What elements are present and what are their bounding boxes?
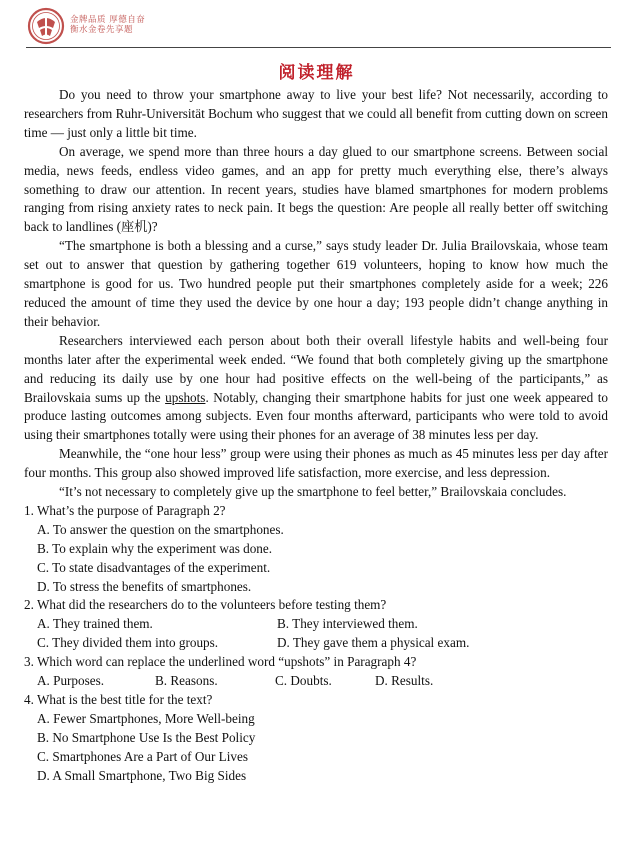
option-c: C. To state disadvantages of the experiment. bbox=[37, 559, 271, 575]
option-b: B. No Smartphone Use Is the Best Policy bbox=[37, 729, 256, 745]
paragraph-1: Do you need to throw your smartphone away to live your best life? Not necessarily, according to researchers from Ruhr-Universität Bochum who suggest that we could all benefit from cutting down on screen time — just only a little bit time. bbox=[24, 87, 608, 140]
underlined-word: upshots bbox=[165, 389, 206, 405]
option-d: D. Results. bbox=[375, 673, 434, 689]
option-a: A. They trained them. bbox=[37, 616, 153, 632]
paragraph-4 bbox=[24, 332, 608, 445]
option-a: A. Purposes. bbox=[37, 673, 105, 689]
page-title: 阅读理解 bbox=[278, 63, 355, 83]
header-divider bbox=[26, 47, 611, 48]
brand-line-2: 衡水金卷先享题 bbox=[70, 25, 134, 35]
page-header bbox=[26, 6, 611, 44]
paragraph-4-part-2: . Notably, changing their smartphone habits for just one week appeared to produce lasting outcomes among subjects. Even four months afterward, participants who were told to avoid using their smartphones totally were using their phones for an average of 38 minutes less per day. bbox=[24, 389, 608, 443]
paragraph-6: “It’s not necessary to completely give up the smartphone to feel better,” Brailovskaia concludes. bbox=[59, 484, 567, 500]
option-row bbox=[37, 615, 608, 634]
option-c: C. Doubts. bbox=[275, 673, 332, 689]
option-c: C. They divided them into groups. bbox=[37, 635, 219, 651]
question-1 bbox=[24, 502, 608, 597]
option-c: C. Smartphones Are a Part of Our Lives bbox=[37, 748, 248, 764]
option-b: B. They interviewed them. bbox=[277, 616, 418, 632]
paragraph-2: On average, we spend more than three hours a day glued to our smartphone screens. Between social media, news feeds, endless video games, and an app for pretty much everything else, there’s always something to draw our attention. In recent years, studies have blamed smartphones for modern problems ranging from rising anxiety rates to neck pain. It begs the question: Are people all really better off switching back to landlines (座机)? bbox=[24, 143, 608, 235]
paragraph-3: “The smartphone is both a blessing and a curse,” says study leader Dr. Julia Brailovskaia, whose team set out to answer that question by gathering together 619 volunteers, hoping to know how much the smartphone is good for us. Two hundred people put their smartphones completely aside for a week; 226 reduced the amount of time they used the device by one hour a day; 193 people didn’t change anything in their behavior. bbox=[24, 238, 608, 329]
option-d: D. A Small Smartphone, Two Big Sides bbox=[37, 767, 247, 783]
document-body bbox=[24, 86, 608, 786]
logo-icon bbox=[26, 6, 66, 46]
paragraph-5: Meanwhile, the “one hour less” group were using their phones as much as 45 minutes less per day after four months. This group also showed improved life satisfaction, more exercise, and less depression. bbox=[24, 446, 608, 481]
question-stem: 3. Which word can replace the underlined word “upshots” in Paragraph 4? bbox=[24, 654, 417, 670]
option-d: D. They gave them a physical exam. bbox=[277, 635, 470, 651]
option-row bbox=[37, 672, 608, 691]
question-4 bbox=[24, 691, 608, 786]
brand-text bbox=[70, 15, 145, 35]
question-3 bbox=[24, 653, 608, 691]
option-row bbox=[37, 634, 608, 653]
option-a: A. To answer the question on the smartphones. bbox=[37, 521, 284, 537]
option-b: B. Reasons. bbox=[155, 673, 218, 689]
option-b: B. To explain why the experiment was done. bbox=[37, 540, 273, 556]
paragraph-4-part-1: Researchers interviewed each person about both their overall lifestyle habits and well-being four months later after the experimental week ended. “We found that both completely giving up the smartphone and reducing its daily use by one hour had positive effects on the well-being of the participants,” as Brailovskaia sums up the bbox=[24, 332, 608, 405]
option-a: A. Fewer Smartphones, More Well-being bbox=[37, 710, 255, 726]
brand-line-1: 金牌品质 厚德自奋 bbox=[70, 15, 146, 25]
question-stem: 4. What is the best title for the text? bbox=[24, 692, 213, 707]
question-stem: 1. What’s the purpose of Paragraph 2? bbox=[24, 502, 226, 518]
question-2 bbox=[24, 596, 608, 653]
option-d: D. To stress the benefits of smartphones. bbox=[37, 578, 252, 594]
question-stem: 2. What did the researchers do to the volunteers before testing them? bbox=[24, 597, 387, 613]
